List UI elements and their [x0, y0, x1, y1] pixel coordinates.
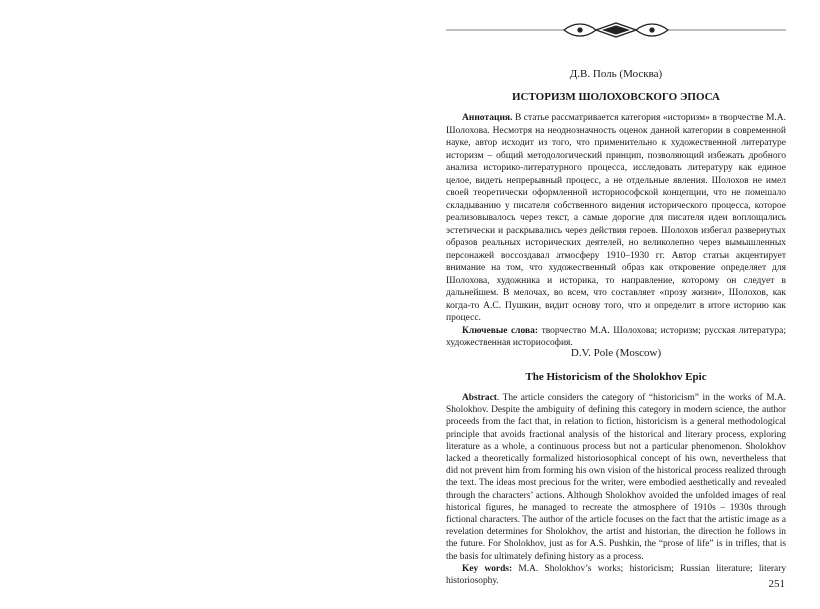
abstract-ru-text: В статье рассматривается категория «историзм» в творчестве М.А. Шолохова. Несмотря на неоднозначность оценок данной категории в современной науке, автор исходит из того, что применительно к художественной литературе историзм – общий методологический принцип, позволяющий избежать дробного анализа историко-литературного процесса, исследовать литературу как единое целое, видеть непрерывный процесс, а не отдельные явления. Шолохов не имел своей теоретически оформленной историософской концепции, что не помешало складыванию у писателя собственного видения исторического процесса, которое реализовывалось через текст, а самые дорогие для писателя идеи воплощались эстетически и раскрывались через действия героев. Шолохов избегал развернутых образов реальных исторических деятелей, но великолепно через вымышленных персонажей воссоздавал атмосферу 1910–1930 гг. Автор статьи акцентирует внимание на том, что художественный образ как откровение определяет для Шолохова, художника и историка, то направление, которому он следует в дальнейшем. В мелочах, во всем, что составляет «прозу жизни», Шолохов, как когда-то А.С. Пушкин, видит основу того, что и определит в итоге историю как процесс.	[446, 113, 787, 323]
keywords-en-text: M.A. Sholokhov’s works; historicism; Russian literature; literary historiosophy.	[446, 563, 787, 587]
keywords-ru	[446, 325, 786, 350]
ornament-divider-icon	[446, 20, 786, 40]
keywords-en-label: Key words:	[462, 563, 513, 574]
abstract-en-label: Abstract	[462, 393, 497, 403]
keywords-ru-label: Ключевые слова:	[462, 325, 539, 336]
abstract-ru	[446, 112, 786, 325]
title-en: The Historicism of the Sholokhov Epic	[525, 371, 707, 383]
abstract-ru-label: Аннотация.	[462, 113, 513, 123]
title-ru: ИСТОРИЗМ ШОЛОХОВСКОГО ЭПОСА	[511, 91, 720, 103]
author-en: D.V. Pole (Moscow)	[570, 347, 662, 359]
abstract-en-block	[446, 392, 786, 587]
abstract-en	[446, 392, 786, 563]
page-number: 251	[768, 578, 785, 590]
keywords-ru-text: творчество М.А. Шолохова; историзм; русская литература; художественная историософия.	[446, 325, 786, 348]
abstract-ru-block	[446, 112, 786, 350]
abstract-en-text: . The article considers the category of “historicism” in the works of M.A. Sholokhov. Despite the ambiguity of defining this category in modern science, the author proceeds from the fact that, in relation to fiction, historicism is a general methodological principle that avoids fractional analysis of the historical and literary process, exploring literature as a whole, a continuous process but not a particular phenomenon. Sholokhov lacked a theoretically formalized historiosophical concept of his own, nevertheless that did not prevent him from forming his own vision of the historical process realized through the text. The ideas most precious for the writer, were embodied aesthetically and revealed through the characters’ actions. Although Sholokhov avoided the unfolded images of real historical figures, he managed to recreate the atmosphere of 1910s – 1930s through fictional characters. The author of the article focuses on the fact that the artistic image as a revelation determines for Sholokhov, the artist and historian, the direction he follows in the future. For Sholokhov, just as for A.S. Pushkin, the “prose of life” is in trifles, that is the basis for ultimately defining history as a process.	[446, 393, 786, 562]
author-ru: Д.В. Поль (Москва)	[569, 68, 663, 80]
keywords-en	[446, 563, 786, 587]
